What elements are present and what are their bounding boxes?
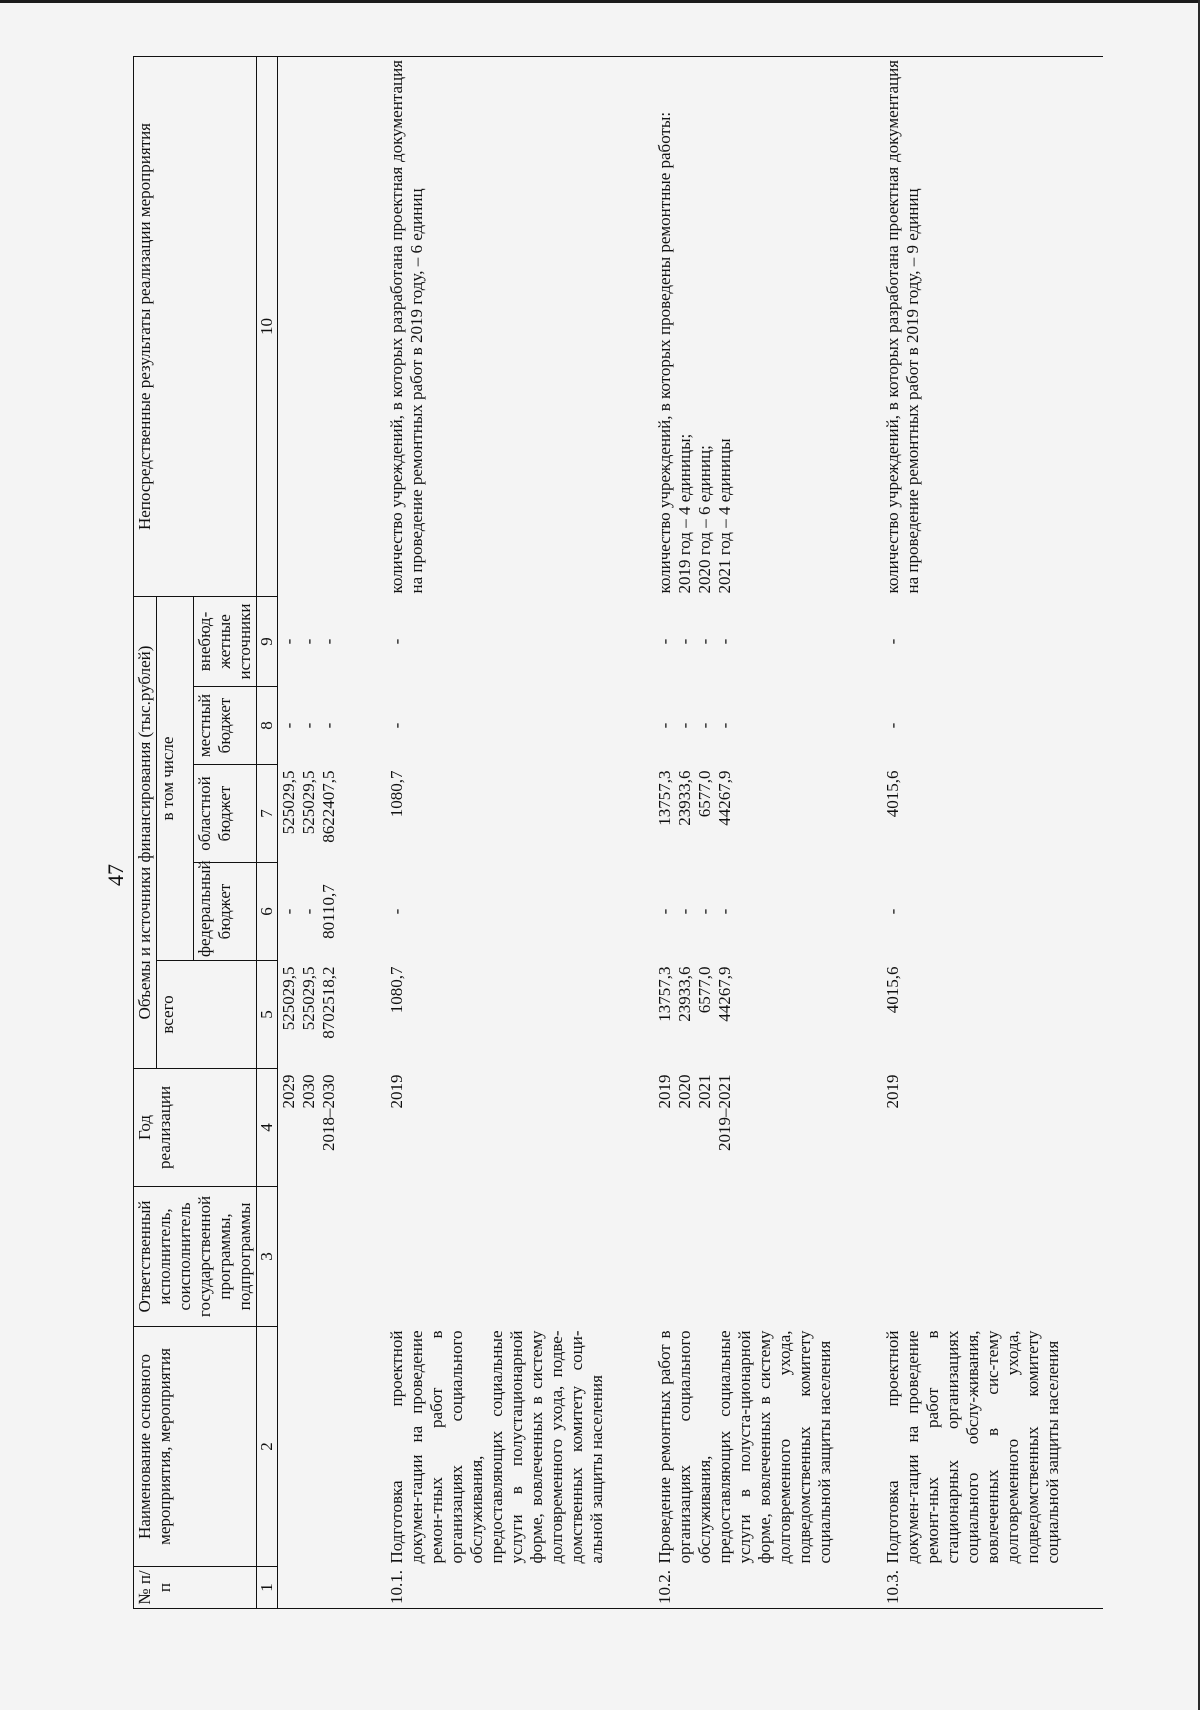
cell-year xyxy=(386,1069,608,1187)
spacer-cell xyxy=(836,57,882,597)
cell-regional xyxy=(654,765,836,863)
cell-row-number: 10.2. xyxy=(654,1567,836,1609)
column-number: 9 xyxy=(257,597,278,687)
spacer-cell xyxy=(340,57,386,597)
column-number: 10 xyxy=(257,57,278,597)
spacer-cell xyxy=(608,961,654,1069)
scan-edge-top xyxy=(0,0,1200,3)
cell-row-number xyxy=(278,1567,341,1609)
spacer-cell xyxy=(608,597,654,687)
cell-total-value: 525029,5 xyxy=(299,966,318,1031)
cell-year-value: 2019 xyxy=(387,1074,406,1109)
cell-federal-value: - xyxy=(695,908,714,915)
cell-executor xyxy=(654,1187,836,1327)
spacer-cell xyxy=(836,765,882,863)
table-body xyxy=(278,57,1104,1609)
cell-regional-value: 525029,5 xyxy=(279,770,298,835)
table-row xyxy=(882,57,1103,1609)
cell-federal-value: - xyxy=(715,908,734,915)
header-year: Год реализации xyxy=(134,1069,257,1187)
spacer-cell xyxy=(340,1327,386,1567)
cell-row-number: 10.1. xyxy=(386,1567,608,1609)
column-numbers-row xyxy=(257,57,278,1609)
cell-result xyxy=(278,57,341,597)
cell-federal xyxy=(654,863,836,961)
spacer-cell xyxy=(836,1069,882,1187)
program-activities-table xyxy=(133,56,1103,1609)
cell-result: количество учреждений, в которых разработана проектная документация на проведение ремонтных работ в 2019 году, – 9 единиц xyxy=(882,57,1103,597)
cell-federal xyxy=(278,863,341,961)
cell-result: количество учреждений, в которых проведены ремонтные работы: 2019 год – 4 единицы; 2020 год – 6 единиц; 2021 год – 4 единицы xyxy=(654,57,836,597)
cell-year-value: 2029 xyxy=(279,1074,298,1109)
cell-federal xyxy=(386,863,608,961)
cell-extrabudget-value: - xyxy=(883,638,902,645)
table-row xyxy=(278,57,341,1609)
cell-federal-value: - xyxy=(279,908,298,915)
cell-local xyxy=(386,687,608,765)
row-spacer xyxy=(608,57,654,1609)
cell-local-value: - xyxy=(715,722,734,729)
cell-extrabudget-value: - xyxy=(695,638,714,645)
cell-row-number: 10.3. xyxy=(882,1567,1103,1609)
cell-federal-value: - xyxy=(675,908,694,915)
cell-year xyxy=(654,1069,836,1187)
spacer-cell xyxy=(340,863,386,961)
cell-activity-name: Проведение ремонтных работ в организациях социального обслуживания, предоставляющих социальные услуги в полуста-ционарной форме, вовлеченных в систему долговременного ухода, подведомственных комитету социальной защиты населения xyxy=(655,1330,834,1564)
cell-regional-value: 6577,0 xyxy=(695,770,714,818)
cell-regional-value: 1080,7 xyxy=(387,770,406,818)
table-row xyxy=(654,57,836,1609)
cell-federal-value: - xyxy=(883,908,902,915)
row-spacer xyxy=(836,57,882,1609)
cell-regional xyxy=(278,765,341,863)
cell-extrabudget xyxy=(278,597,341,687)
spacer-cell xyxy=(340,1567,386,1609)
spacer-cell xyxy=(608,1567,654,1609)
cell-total-value: 1080,7 xyxy=(387,966,406,1014)
spacer-cell xyxy=(608,1187,654,1327)
cell-extrabudget xyxy=(386,597,608,687)
column-number: 3 xyxy=(257,1187,278,1327)
cell-year-value: 2019 xyxy=(655,1074,674,1109)
cell-local-value: - xyxy=(883,722,902,729)
spacer-cell xyxy=(340,687,386,765)
page-number: 47 xyxy=(103,864,128,886)
cell-federal-value: - xyxy=(387,908,406,915)
cell-local-value: - xyxy=(319,722,338,729)
header-including: в том числе xyxy=(157,597,194,961)
cell-local-value: - xyxy=(695,722,714,729)
spacer-cell xyxy=(340,961,386,1069)
spacer-cell xyxy=(340,597,386,687)
cell-extrabudget-value: - xyxy=(319,638,338,645)
column-number: 5 xyxy=(257,961,278,1069)
cell-extrabudget-value: - xyxy=(655,638,674,645)
cell-federal-value: - xyxy=(299,908,318,915)
cell-regional-value: 23933,6 xyxy=(675,770,694,826)
spacer-cell xyxy=(608,687,654,765)
cell-year-value: 2021 xyxy=(695,1074,714,1109)
cell-activity-name xyxy=(278,1327,341,1567)
cell-regional-value: 4015,6 xyxy=(883,770,902,818)
column-number: 4 xyxy=(257,1069,278,1187)
header-local: местный бюджет xyxy=(194,687,257,765)
cell-extrabudget-value: - xyxy=(675,638,694,645)
cell-activity-name: Подготовка проектной докумен-тации на проведение ремон-тных работ в организациях социального обслуживания, предоставляющих социальные услуги в полустационарной форме, вовлеченных в систему долговременного ухода, подве-домственных комитету соци-альной защиты населения xyxy=(387,1330,606,1564)
spacer-cell xyxy=(836,1567,882,1609)
cell-total-value: 44267,9 xyxy=(715,966,734,1022)
cell-extrabudget-value: - xyxy=(299,638,318,645)
header-funding-group: Объемы и источники финансирования (тыс.рублей) xyxy=(134,597,157,1069)
cell-regional-value: 525029,5 xyxy=(299,770,318,835)
cell-total-value: 525029,5 xyxy=(279,966,298,1031)
spacer-cell xyxy=(836,1187,882,1327)
table-row xyxy=(386,57,608,1609)
cell-total-value: 8702518,2 xyxy=(319,966,338,1039)
cell-year-value: 2030 xyxy=(299,1074,318,1109)
header-row-number: № п/п xyxy=(134,1567,257,1609)
table-header xyxy=(134,57,278,1609)
cell-extrabudget xyxy=(654,597,836,687)
cell-executor xyxy=(386,1187,608,1327)
cell-total-value: 13757,3 xyxy=(655,966,674,1022)
cell-extrabudget xyxy=(882,597,1103,687)
cell-federal-value: 80110,7 xyxy=(319,884,338,939)
cell-activity-name: Подготовка проектной докумен-тации на проведение ремонт-ных работ в стационарных организациях социального обслу-живания, вовлеченных в сис-тему долговременного ухода, подведомственных комитету социальной защиты населения xyxy=(883,1330,1062,1564)
column-number: 6 xyxy=(257,863,278,961)
column-number: 8 xyxy=(257,687,278,765)
cell-local xyxy=(882,687,1103,765)
cell-total xyxy=(654,961,836,1069)
spacer-cell xyxy=(608,765,654,863)
spacer-cell xyxy=(608,863,654,961)
spacer-cell xyxy=(836,863,882,961)
cell-local-value: - xyxy=(387,722,406,729)
cell-total-value: 6577,0 xyxy=(695,966,714,1014)
header-extrabudget: внебюд-жетные источники xyxy=(194,597,257,687)
spacer-cell xyxy=(340,765,386,863)
header-regional: областной бюджет xyxy=(194,765,257,863)
cell-total xyxy=(278,961,341,1069)
cell-regional-value: 13757,3 xyxy=(655,770,674,826)
cell-regional xyxy=(386,765,608,863)
cell-regional xyxy=(882,765,1103,863)
cell-total xyxy=(882,961,1103,1069)
spacer-cell xyxy=(836,687,882,765)
cell-local xyxy=(278,687,341,765)
spacer-cell xyxy=(340,1069,386,1187)
cell-local-value: - xyxy=(675,722,694,729)
cell-extrabudget-value: - xyxy=(715,638,734,645)
header-total: всего xyxy=(157,961,257,1069)
spacer-cell xyxy=(836,961,882,1069)
cell-executor xyxy=(882,1187,1103,1327)
cell-local-value: - xyxy=(299,722,318,729)
cell-year-value: 2019 xyxy=(883,1074,902,1109)
cell-total-value: 4015,6 xyxy=(883,966,902,1014)
cell-year xyxy=(882,1069,1103,1187)
header-activity-name: Наименование основного мероприятия, мероприятия xyxy=(134,1327,257,1567)
cell-executor xyxy=(278,1187,341,1327)
header-federal: федеральный бюджет xyxy=(194,863,257,961)
cell-extrabudget-value: - xyxy=(279,638,298,645)
spacer-cell xyxy=(608,1069,654,1187)
spacer-cell xyxy=(836,1327,882,1567)
cell-local-value: - xyxy=(279,722,298,729)
cell-regional-value: 8622407,5 xyxy=(319,770,338,843)
cell-year xyxy=(278,1069,341,1187)
cell-local xyxy=(654,687,836,765)
cell-extrabudget-value: - xyxy=(387,638,406,645)
cell-total-value: 23933,6 xyxy=(675,966,694,1022)
spacer-cell xyxy=(340,1187,386,1327)
spacer-cell xyxy=(608,1327,654,1567)
cell-regional-value: 44267,9 xyxy=(715,770,734,826)
spacer-cell xyxy=(608,57,654,597)
column-number: 1 xyxy=(257,1567,278,1609)
header-results: Непосредственные результаты реализации мероприятия xyxy=(134,57,257,597)
column-number: 2 xyxy=(257,1327,278,1567)
cell-result: количество учреждений, в которых разработана проектная документация на проведение ремонтных работ в 2019 году, – 6 единиц xyxy=(386,57,608,597)
cell-local-value: - xyxy=(655,722,674,729)
cell-year-value: 2020 xyxy=(675,1074,694,1109)
column-number: 7 xyxy=(257,765,278,863)
cell-total xyxy=(386,961,608,1069)
spacer-cell xyxy=(836,597,882,687)
cell-federal-value: - xyxy=(655,908,674,915)
cell-year-value: 2018–2030 xyxy=(319,1074,338,1151)
cell-year-value: 2019–2021 xyxy=(715,1074,734,1151)
row-spacer xyxy=(340,57,386,1609)
cell-federal xyxy=(882,863,1103,961)
rotated-landscape-page xyxy=(133,57,1062,1609)
header-executor: Ответственный исполнитель, соисполнитель государственной программы, подпрограммы xyxy=(134,1187,257,1327)
